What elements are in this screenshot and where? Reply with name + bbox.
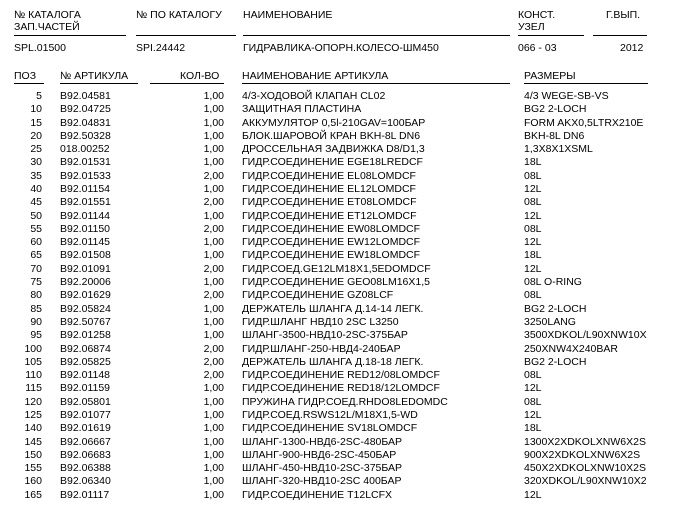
- row-article: B92.05824: [60, 302, 111, 315]
- row-article: B92.01629: [60, 289, 111, 302]
- row-pos: 15: [30, 116, 42, 129]
- row-qty: 1,00: [203, 90, 224, 102]
- row-size: 3500XDKOL/L90XNW10X: [524, 329, 647, 342]
- row-qty: 1,00: [203, 143, 224, 156]
- row-article: B92.01531: [60, 156, 111, 169]
- row-name: ГИДР.СОЕДИНЕНИЕ T12LCFX: [242, 488, 393, 501]
- row-size: 08L: [524, 395, 542, 408]
- table-row: [0, 489, 689, 502]
- unit-label-line2: УЗЕЛ: [518, 21, 545, 33]
- row-qty: 2,00: [203, 369, 224, 382]
- unit-label-line1: КОНСТ.: [518, 9, 556, 21]
- row-article: B92.01551: [60, 196, 111, 209]
- col-rule: [524, 83, 648, 84]
- row-pos: 60: [30, 236, 42, 249]
- row-qty: 1,00: [203, 276, 224, 289]
- row-size: 3250LANG: [524, 315, 576, 328]
- row-pos: 90: [30, 315, 42, 328]
- year-label: Г.ВЫП.: [606, 9, 641, 21]
- row-pos: 75: [30, 276, 42, 289]
- row-size: 1,3X8X1XSML: [524, 143, 593, 156]
- row-name: ГИДР.СОЕДИНЕНИЕ SV18LOMDCF: [242, 422, 418, 435]
- row-size: 1300X2XDKOLXNW6X2S: [524, 435, 646, 448]
- table-row: [0, 183, 689, 196]
- table-row: [0, 422, 689, 435]
- row-name: ГИДР.СОЕДИНЕНИЕ ET08LOMDCF: [242, 196, 417, 209]
- row-pos: 150: [24, 448, 42, 461]
- row-qty: 1,00: [203, 236, 224, 249]
- row-size: BG2 2-LOCH: [524, 103, 587, 116]
- row-size: 12L: [524, 262, 542, 275]
- row-qty: 1,00: [203, 435, 224, 448]
- row-article: B92.50767: [60, 315, 111, 328]
- table-row: [0, 303, 689, 316]
- row-size: 18L: [524, 156, 542, 169]
- row-article: B92.04725: [60, 103, 111, 116]
- row-size: 08L: [524, 196, 542, 209]
- row-article: 018.00252: [60, 143, 110, 156]
- row-name: БЛОК.ШАРОВОЙ КРАН BKH-8L DN6: [242, 129, 421, 142]
- header-rule: [14, 35, 126, 36]
- row-size: 12L: [524, 183, 542, 196]
- col-rule: [14, 83, 44, 84]
- table-row: [0, 103, 689, 116]
- row-pos: 165: [24, 488, 42, 501]
- row-size: 18L: [524, 249, 542, 262]
- row-qty: 1,00: [203, 103, 224, 116]
- row-article: B92.04581: [60, 90, 111, 102]
- row-name: ГИДР.СОЕД.RSWS12L/M18X1,5-WD: [242, 408, 418, 421]
- row-article: B92.01144: [60, 209, 111, 222]
- col-header-size: РАЗМЕРЫ: [524, 70, 576, 82]
- row-article: B92.01508: [60, 249, 111, 262]
- row-article: B92.01077: [60, 408, 111, 421]
- row-size: 12L: [524, 488, 542, 501]
- row-name: ПРУЖИНА ГИДР.СОЕД.RHDO8LEDOMDC: [242, 395, 448, 408]
- row-name: АККУМУЛЯТОР 0,5l-210GAV=100БАР: [242, 116, 426, 129]
- row-name: ШЛАНГ-1300-НВД6-2SC-480БАР: [242, 435, 403, 448]
- table-row: [0, 143, 689, 156]
- row-size: BG2 2-LOCH: [524, 302, 587, 315]
- row-pos: 25: [30, 143, 42, 156]
- row-qty: 2,00: [203, 262, 224, 275]
- row-name: ГИДР.СОЕДИНЕНИЕ EL12LOMDCF: [242, 183, 416, 196]
- row-name: ГИДР.СОЕДИНЕНИЕ ET12LOMDCF: [242, 209, 417, 222]
- row-name: ГИДР.СОЕДИНЕНИЕ EW12LOMDCF: [242, 236, 421, 249]
- table-row: [0, 436, 689, 449]
- row-pos: 95: [30, 329, 42, 342]
- row-name: ДЕРЖАТЕЛЬ ШЛАНГА Д.18-18 ЛЕГК.: [242, 355, 424, 368]
- row-pos: 5: [36, 90, 42, 102]
- row-name: ГИДР.СОЕДИНЕНИЕ EW18LOMDCF: [242, 249, 421, 262]
- row-name: ДРОССЕЛЬНАЯ ЗАДВИЖКА D8/D1,3: [242, 143, 425, 156]
- table-row: [0, 263, 689, 276]
- table-row: [0, 236, 689, 249]
- table-row: [0, 343, 689, 356]
- row-pos: 120: [24, 395, 42, 408]
- row-qty: 1,00: [203, 315, 224, 328]
- row-size: 250XNW4X240BAR: [524, 342, 618, 355]
- row-qty: 1,00: [203, 329, 224, 342]
- row-qty: 1,00: [203, 462, 224, 475]
- row-article: B92.01258: [60, 329, 111, 342]
- row-article: B92.50328: [60, 129, 111, 142]
- catalog-no-label: [14, 9, 81, 33]
- row-name: 4/3-ХОДОВОЙ КЛАПАН CL02: [242, 90, 386, 102]
- table-row: [0, 382, 689, 395]
- row-qty: 1,00: [203, 422, 224, 435]
- row-article: B92.01117: [60, 488, 110, 501]
- row-qty: 1,00: [203, 116, 224, 129]
- table-row: [0, 449, 689, 462]
- table-row: [0, 409, 689, 422]
- row-name: ГИДР.СОЕДИНЕНИЕ EL08LOMDCF: [242, 169, 416, 182]
- row-pos: 55: [30, 222, 42, 235]
- row-article: B92.01159: [60, 382, 111, 395]
- row-pos: 30: [30, 156, 42, 169]
- row-article: B92.06667: [60, 435, 111, 448]
- row-qty: 1,00: [203, 302, 224, 315]
- by-catalog-label: № ПО КАТАЛОГУ: [136, 9, 222, 21]
- row-pos: 125: [24, 408, 42, 421]
- row-size: 18L: [524, 422, 542, 435]
- row-name: ЗАЩИТНАЯ ПЛАСТИНА: [242, 103, 362, 116]
- col-rule: [60, 83, 138, 84]
- table-row: [0, 369, 689, 382]
- row-article: B92.06874: [60, 342, 111, 355]
- row-pos: 80: [30, 289, 42, 302]
- by-catalog-value: SPI.24442: [136, 42, 186, 54]
- col-header-article: № АРТИКУЛА: [60, 70, 129, 82]
- catalog-no-label-line1: № КАТАЛОГА: [14, 9, 81, 21]
- row-qty: 2,00: [203, 355, 224, 368]
- row-name: ГИДР.СОЕДИНЕНИЕ RED18/12LOMDCF: [242, 382, 440, 395]
- unit-label: [518, 9, 555, 33]
- header-rule: [518, 35, 584, 36]
- row-qty: 1,00: [203, 183, 224, 196]
- col-header-pos: ПОЗ: [14, 70, 37, 82]
- row-pos: 50: [30, 209, 42, 222]
- catalog-no-value: SPL.01500: [14, 42, 66, 54]
- table-row: [0, 475, 689, 488]
- row-size: 08L: [524, 169, 542, 182]
- table-row: [0, 289, 689, 302]
- table-row: [0, 196, 689, 209]
- header-rule: [136, 35, 236, 36]
- row-qty: 1,00: [203, 156, 224, 169]
- row-qty: 1,00: [203, 395, 224, 408]
- row-qty: 1,00: [203, 209, 224, 222]
- row-qty: 1,00: [203, 475, 224, 488]
- row-size: BKH-8L DN6: [524, 129, 585, 142]
- row-size: 08L O-RING: [524, 276, 582, 289]
- row-pos: 35: [30, 169, 42, 182]
- row-pos: 140: [24, 422, 42, 435]
- row-qty: 1,00: [203, 408, 224, 421]
- row-pos: 40: [30, 183, 42, 196]
- row-size: 12L: [524, 236, 542, 249]
- row-pos: 85: [30, 302, 42, 315]
- row-name: ШЛАНГ-320-НВД10-2SC 400БАР: [242, 475, 402, 488]
- row-article: B92.01091: [60, 262, 111, 275]
- row-qty: 1,00: [203, 129, 224, 142]
- row-name: ГИДР.СОЕДИНЕНИЕ RED12/08LOMDCF: [242, 369, 440, 382]
- row-size: FORM AKX0,5LTRX210E: [524, 116, 644, 129]
- row-pos: 100: [24, 342, 42, 355]
- row-size: BG2 2-LOCH: [524, 355, 587, 368]
- row-size: 12L: [524, 382, 542, 395]
- row-name: ДЕРЖАТЕЛЬ ШЛАНГА Д.14-14 ЛЕГК.: [242, 302, 424, 315]
- row-article: B92.01154: [60, 183, 111, 196]
- row-pos: 45: [30, 196, 42, 209]
- row-qty: 2,00: [203, 289, 224, 302]
- col-rule: [150, 83, 224, 84]
- header-rule: [243, 35, 510, 36]
- row-qty: 1,00: [203, 249, 224, 262]
- row-article: B92.06340: [60, 475, 111, 488]
- name-value: ГИДРАВЛИКА-ОПОРН.КОЛЕСО-ШМ450: [243, 42, 439, 54]
- row-name: ШЛАНГ-450-НВД10-2SC-375БАР: [242, 462, 403, 475]
- row-article: B92.05801: [60, 395, 111, 408]
- table-row: [0, 117, 689, 130]
- row-size: 08L: [524, 369, 542, 382]
- row-name: ГИДР.ШЛАНГ НВД10 2SC L3250: [242, 315, 399, 328]
- table-row: [0, 396, 689, 409]
- row-article: B92.01533: [60, 169, 111, 182]
- row-size: 320XDKOL/L90XNW10X2: [524, 475, 647, 488]
- table-row: [0, 249, 689, 262]
- table-row: [0, 90, 689, 103]
- col-rule: [242, 83, 510, 84]
- row-article: B92.01145: [60, 236, 111, 249]
- table-row: [0, 130, 689, 143]
- row-size: 4/3 WEGE-SB-VS: [524, 90, 609, 102]
- row-article: B92.01148: [60, 369, 111, 382]
- table-row: [0, 210, 689, 223]
- row-article: B92.05825: [60, 355, 111, 368]
- table-row: [0, 156, 689, 169]
- row-name: ГИДР.СОЕДИНЕНИЕ EW08LOMDCF: [242, 222, 421, 235]
- row-name: ГИДР.СОЕД.GE12LM18X1,5EDOMDCF: [242, 262, 431, 275]
- table-row: [0, 316, 689, 329]
- row-qty: 1,00: [203, 448, 224, 461]
- row-name: ШЛАНГ-900-НВД6-2SC-450БАР: [242, 448, 397, 461]
- row-pos: 105: [24, 355, 42, 368]
- table-row: [0, 356, 689, 369]
- row-size: 12L: [524, 209, 542, 222]
- row-size: 450X2XDKOLXNW10X2S: [524, 462, 646, 475]
- row-size: 08L: [524, 289, 542, 302]
- unit-value: 066 - 03: [518, 42, 557, 54]
- table-row: [0, 170, 689, 183]
- row-pos: 145: [24, 435, 42, 448]
- row-qty: 2,00: [203, 196, 224, 209]
- row-name: ГИДР.СОЕДИНЕНИЕ EGE18LREDCF: [242, 156, 423, 169]
- table-row: [0, 462, 689, 475]
- row-article: B92.04831: [60, 116, 111, 129]
- row-pos: 65: [30, 249, 42, 262]
- row-article: B92.01619: [60, 422, 111, 435]
- row-article: B92.01150: [60, 222, 111, 235]
- table-row: [0, 329, 689, 342]
- row-size: 12L: [524, 408, 542, 421]
- row-qty: 1,00: [203, 488, 224, 501]
- row-name: ГИДР.ШЛАНГ-250-НВД4-240БАР: [242, 342, 401, 355]
- row-pos: 10: [30, 103, 42, 116]
- row-qty: 1,00: [203, 382, 224, 395]
- row-article: B92.20006: [60, 276, 111, 289]
- table-row: [0, 276, 689, 289]
- row-pos: 110: [25, 369, 42, 382]
- row-article: B92.06683: [60, 448, 111, 461]
- row-pos: 160: [24, 475, 42, 488]
- year-value: 2012: [620, 42, 644, 54]
- table-row: [0, 223, 689, 236]
- row-pos: 155: [24, 462, 42, 475]
- row-name: ШЛАНГ-3500-НВД10-2SC-375БАР: [242, 329, 408, 342]
- row-name: ГИДР.СОЕДИНЕНИЕ GEO08LM16X1,5: [242, 276, 430, 289]
- col-header-name: НАИМЕНОВАНИЕ АРТИКУЛА: [242, 70, 389, 82]
- row-size: 08L: [524, 222, 542, 235]
- name-label: НАИМЕНОВАНИЕ: [243, 9, 333, 21]
- row-pos: 115: [25, 382, 42, 395]
- header-rule: [593, 35, 647, 36]
- row-qty: 2,00: [203, 169, 224, 182]
- row-size: 900X2XDKOLXNW6X2S: [524, 448, 641, 461]
- catalog-no-label-line2: ЗАП.ЧАСТЕЙ: [14, 21, 80, 33]
- row-qty: 2,00: [203, 342, 224, 355]
- row-article: B92.06388: [60, 462, 111, 475]
- col-header-qty: КОЛ-ВО: [180, 70, 220, 82]
- row-pos: 70: [30, 262, 42, 275]
- row-pos: 20: [30, 129, 42, 142]
- row-name: ГИДР.СОЕДИНЕНИЕ GZ08LCF: [242, 289, 394, 302]
- row-qty: 2,00: [203, 222, 224, 235]
